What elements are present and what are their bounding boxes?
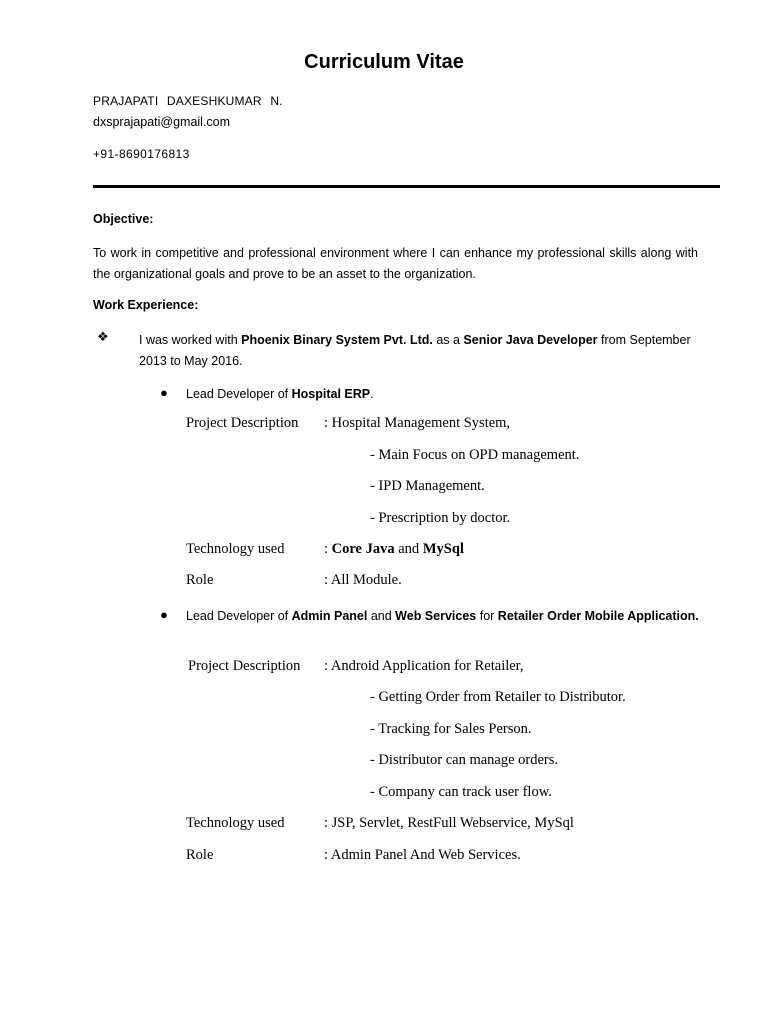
role-value: : Admin Panel And Web Services. (324, 847, 521, 863)
header-divider (93, 185, 720, 188)
objective-heading: Objective: (93, 212, 154, 226)
job-prefix: I was worked with (139, 333, 242, 347)
diamond-bullet-icon: ❖ (97, 329, 109, 344)
technology-value: : Core Java and MySql (324, 541, 464, 557)
project-description-label: Project Description (188, 658, 301, 674)
role-label: Role (186, 847, 214, 863)
project-description-item: - Getting Order from Retailer to Distributor. (370, 689, 626, 705)
role-value: : All Module. (324, 572, 402, 588)
project-description-label: Project Description (186, 415, 299, 431)
role-label: Role (186, 572, 214, 588)
page-title: Curriculum Vitae (304, 51, 464, 73)
technology-label: Technology used (186, 815, 285, 831)
job-role: Senior Java Developer (463, 333, 598, 347)
email-address: dxsprajapati@gmail.com (93, 115, 231, 129)
objective-text: To work in competitive and professional environment where I can enhance my professional skills along with the organizational goals and prove to be an asset to the organization. (93, 246, 698, 281)
project-description-value: : Hospital Management System, (324, 415, 511, 431)
company-name: Phoenix Binary System Pvt. Ltd. (241, 333, 433, 347)
project-description-value: : Android Application for Retailer, (324, 658, 524, 674)
phone-number: +91-8690176813 (93, 147, 190, 161)
project-description-item: - Distributor can manage orders. (370, 752, 559, 768)
project-description-item: - Main Focus on OPD management. (370, 447, 580, 463)
technology-label: Technology used (186, 541, 285, 557)
technology-value: : JSP, Servlet, RestFull Webservice, MySql (324, 815, 574, 831)
bullet-dot-icon: ● (160, 385, 168, 400)
project-description-item: - Prescription by doctor. (370, 510, 511, 526)
project-description-item: - Tracking for Sales Person. (370, 721, 532, 737)
project-title: Lead Developer of Admin Panel and Web Services for Retailer Order Mobile Application. (186, 609, 699, 623)
job-suffix: from September 2013 to May 2016. (139, 333, 691, 368)
project-description-item: - IPD Management. (370, 478, 485, 494)
bullet-dot-icon: ● (160, 607, 168, 622)
job-mid: as a (432, 333, 464, 347)
job-summary (139, 330, 719, 372)
project-title: Lead Developer of Hospital ERP. (186, 387, 374, 401)
work-experience-heading: Work Experience: (93, 298, 199, 312)
candidate-name: PRAJAPATI DAXESHKUMAR N. (93, 94, 283, 108)
project-description-item: - Company can track user flow. (370, 784, 552, 800)
